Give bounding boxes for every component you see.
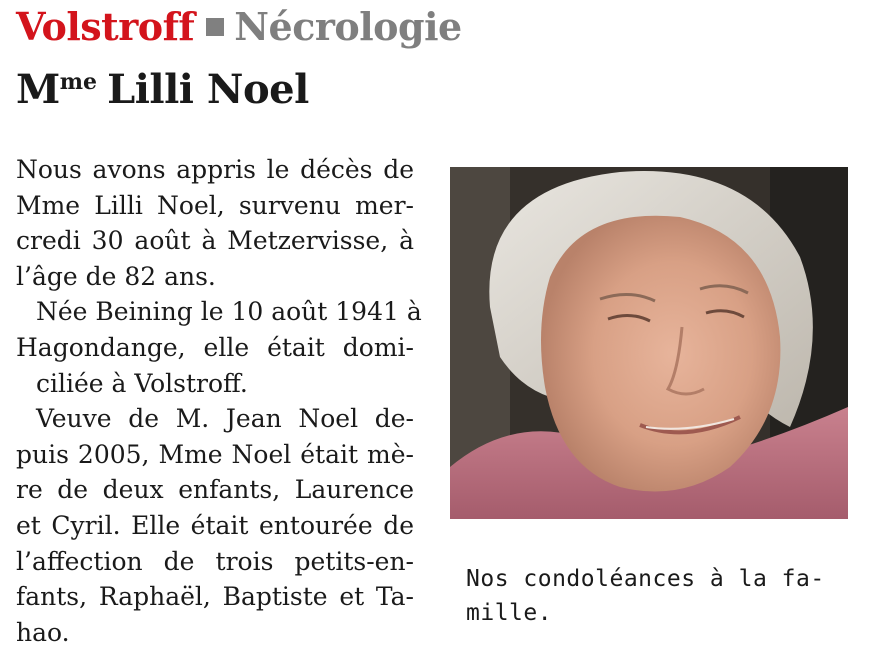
body-line: l’affection de trois petits-en- <box>16 546 414 576</box>
title-prefix: M <box>16 66 60 113</box>
body-line: Mme Lilli Noel, survenu mer- <box>16 190 414 220</box>
body-line: fants, Raphaël, Baptiste et Ta- <box>16 582 414 612</box>
paragraph-1 <box>16 152 414 294</box>
photo-caption <box>466 562 846 630</box>
body-line: hao. <box>16 617 70 647</box>
body-line: l’âge de 82 ans. <box>16 261 216 291</box>
caption-line: Nos condoléances à la fa- <box>466 566 825 592</box>
location-label: Volstroff <box>16 4 195 49</box>
body-line: Hagondange, elle était domi- <box>16 332 414 362</box>
body-line: puis 2005, Mme Noel était mè- <box>16 439 414 469</box>
body-line: ciliée à Volstroff. <box>36 368 248 398</box>
title-name: Lilli Noel <box>107 66 309 113</box>
title-superscript: me <box>59 69 98 95</box>
body-line: credi 30 août à Metzervisse, à <box>16 226 414 256</box>
body-line: re de deux enfants, Laurence <box>16 475 414 505</box>
body-line: Veuve de M. Jean Noel de- <box>36 404 414 434</box>
body-line: et Cyril. Elle était entourée de <box>16 510 414 540</box>
paragraph-2 <box>16 294 422 401</box>
body-line: Née Beining le 10 août 1941 à <box>36 297 422 327</box>
separator-square-icon <box>206 18 224 36</box>
rubric-label: Nécrologie <box>234 4 462 49</box>
portrait-illustration <box>450 167 848 519</box>
paragraph-3 <box>16 401 414 650</box>
kicker <box>16 4 462 50</box>
body-line: Nous avons appris le décès de <box>16 155 414 184</box>
portrait-photo <box>450 167 848 519</box>
article-body <box>16 152 422 650</box>
article-title <box>16 56 309 116</box>
caption-line: mille. <box>466 600 553 626</box>
